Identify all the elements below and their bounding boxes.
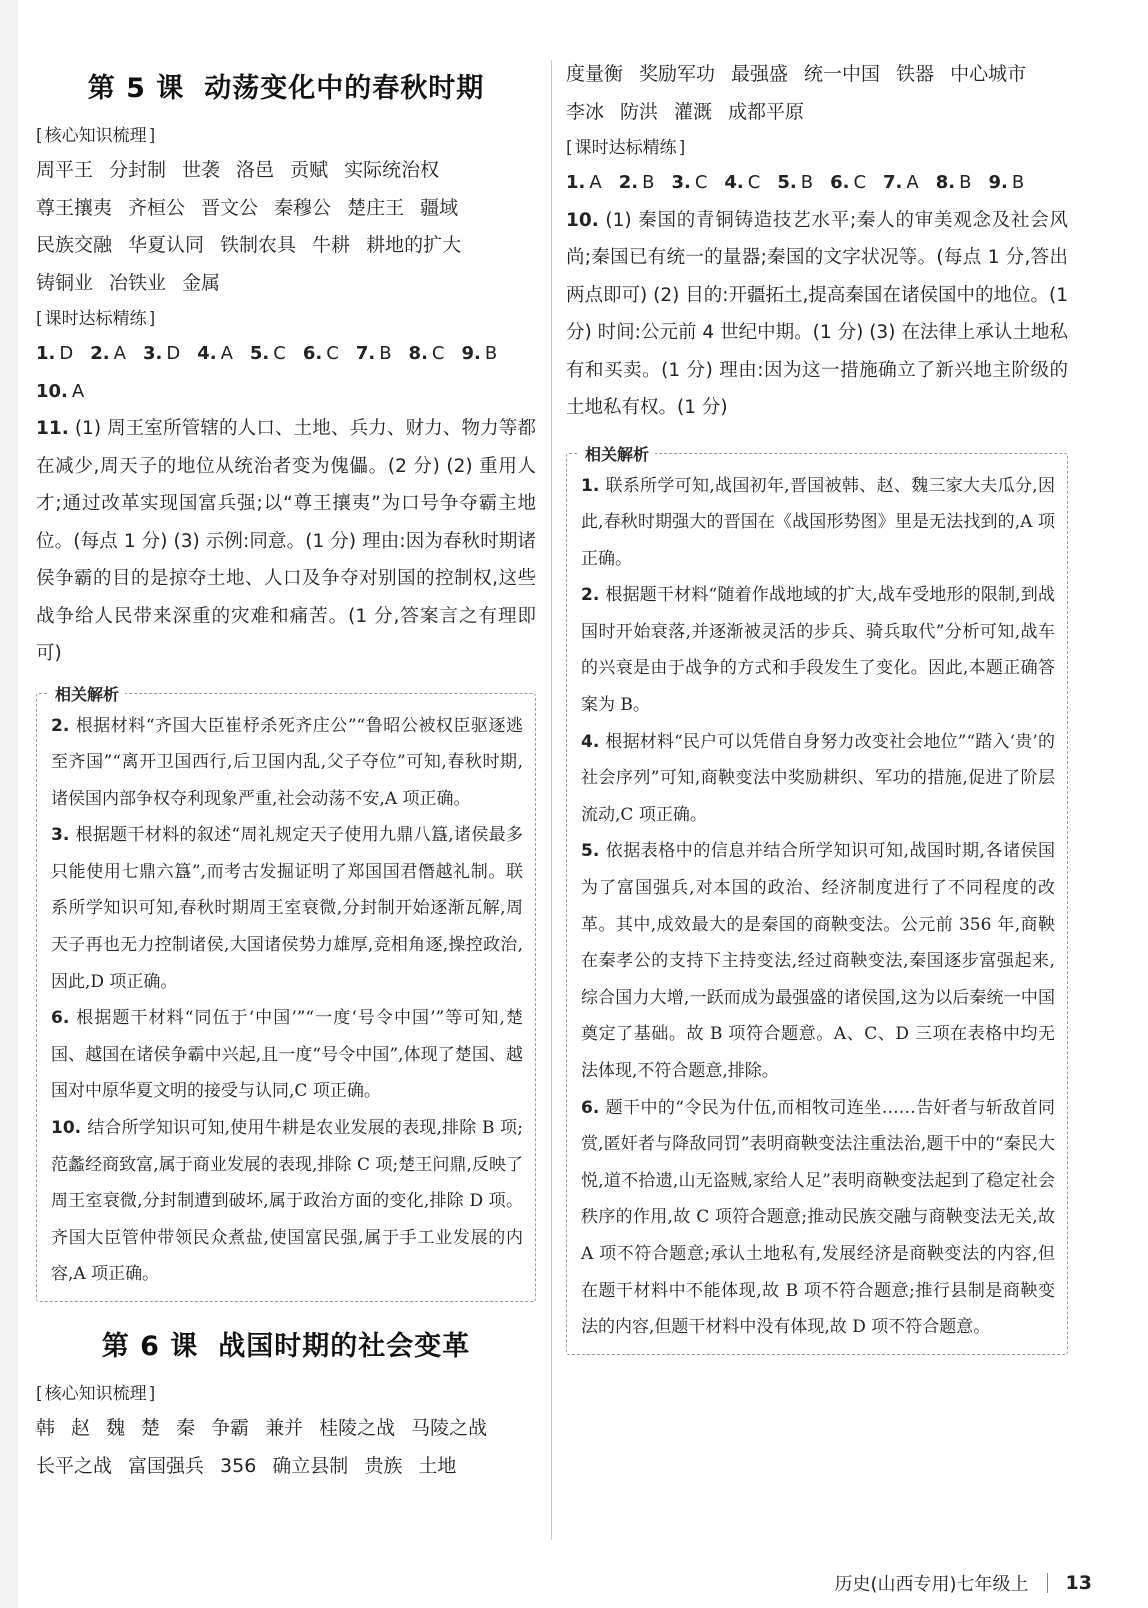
analysis-item [581,724,1055,834]
answer-choice: B [484,343,498,364]
binding-margin [0,0,18,1608]
lesson5-practice-label: [ 课时达标精练 ] [36,304,155,329]
answer-item [988,164,1024,202]
keyword: 356 [220,1454,257,1477]
keyword: 灌溉 [674,100,713,123]
answer-item [671,164,707,202]
answer-item [36,373,84,411]
keyword: 民族交融 [36,234,113,256]
keyword: 李冰 [566,100,605,123]
analysis-item [51,1110,523,1293]
analysis-item [51,1000,523,1110]
keyword: 实际统治权 [344,159,440,181]
keyword: 魏 [106,1417,126,1439]
answer-number: 7. [883,172,903,193]
keyword: 最强盛 [731,63,789,85]
keyword: 统一中国 [804,63,881,85]
answer-number: 5. [249,343,270,364]
keyword: 疆域 [420,196,459,219]
answer-number: 9. [988,172,1008,193]
keyword: 成都平原 [728,100,805,123]
keyword: 世袭 [182,159,221,181]
keyword: 赵 [71,1417,91,1439]
lesson5-q11-text: (1) 周王室所管辖的人口、土地、兵力、财力、物力等都在减少,周天子的地位从统治者变为傀儡。(2 分) (2) 重用人才;通过改革实现国富兵强;以“尊王攘夷”为口号争夺霸主地位。(每点 1 分) (3) 示例:同意。(1 分) 理由:因为春秋时期诸侯争霸的目的是掠夺土地、人口及争夺对别国的控制权,这些战争给人民带来深重的灾难和痛苦。(1 分,答案言之有理即可) [36,418,536,664]
answer-item [356,335,392,373]
footer-grade: 七年级上 [956,1574,1029,1595]
answer-choice: B [379,343,392,364]
lesson5-title [36,66,536,105]
keyword: 楚庄王 [347,196,405,219]
answer-item [409,335,445,373]
lesson5-knowledge-label: [ 核心知识梳理 ] [36,121,155,146]
answer-item [566,164,602,202]
answer-item [250,335,286,373]
answer-choice: C [273,343,286,364]
keyword: 周平王 [36,159,94,181]
keyword: 贵族 [364,1454,403,1477]
analysis-text: 根据材料“齐国大臣崔杼杀死齐庄公”“鲁昭公被权臣驱逐逃至齐国”“离开卫国西行,后卫国内乱,父子夺位”可知,春秋时期,诸侯国内部争权夺利现象严重,社会动荡不安,A 项正确。 [51,715,523,809]
answer-item [936,164,972,202]
keyword: 马陵之战 [411,1417,488,1439]
keyword: 铁器 [896,63,935,85]
answer-number: 3. [671,172,691,193]
left-column [36,56,536,1485]
keyword: 洛邑 [236,159,275,181]
answer-choice: A [113,343,126,364]
analysis-number: 2. [581,585,606,606]
answer-item [883,164,919,202]
keyword: 桂陵之战 [319,1417,396,1439]
analysis-item [51,708,523,818]
lesson5-keywords [36,152,536,302]
analysis-item [581,833,1055,1089]
lesson6-q10-text: (1) 秦国的青铜铸造技艺水平;秦人的审美观念及社会风尚;秦国已有统一的量器;秦国的文字状况等。(每点 1 分,答出两点即可) (2) 目的:开疆拓土,提高秦国在诸侯国中的地位。(1 分) 时间:公元前 4 世纪中期。(1 分) (3) 在法律上承认土地私有和买卖。(1 分) 理由:因为这一措施确立了新兴地主阶级的土地私有权。(1 分) [566,209,1068,418]
analysis-text: 题干中的“令民为什伍,而相牧司连坐……告奸者与斩敌首同赏,匿奸者与降敌同罚”表明商鞅变法注重法治,题干中的“秦民大悦,道不拾遗,山无盗贼,家给人足”表明商鞅变法起到了稳定社会秩序的作用,故 C 项符合题意;推动民族交融与商鞅变法无关,故 A 项不符合题意;承认土地私有,发展经济是商鞅变法的内容,但在题干材料中不能体现,故 B 项不符合题意;推行县制是商鞅变法的内容,但题干材料中没有体现,故 D 项不符合题意。 [581,1097,1055,1338]
lesson6-practice-label: [ 课时达标精练 ] [566,133,685,158]
answer-choice: A [906,172,919,193]
answer-item [197,335,233,373]
answer-number: 1. [566,172,586,193]
answer-item [36,335,73,373]
answer-number: 2. [90,343,110,364]
keyword: 中心城市 [950,63,1027,85]
answer-choice: C [694,172,708,193]
answer-number: 3. [142,343,163,364]
answer-choice: B [800,172,814,193]
analysis-item [581,468,1055,578]
keyword: 土地 [418,1454,457,1477]
page-footer [835,1570,1093,1596]
keyword: 分封制 [109,159,167,181]
answer-choice: C [326,343,339,364]
keyword: 韩 [36,1417,56,1439]
lesson6-keywords-right [566,56,1068,131]
answer-choice: A [220,343,233,364]
lesson6-answers [566,164,1068,202]
keyword: 争霸 [211,1417,250,1439]
answer-item [724,164,760,202]
lesson6-keywords-left [36,1410,536,1485]
keyword: 晋文公 [201,196,259,219]
analysis-item [51,817,523,1000]
answer-number: 7. [355,343,376,364]
answer-item [777,164,813,202]
footer-subject: 历史 [834,1574,871,1595]
page-number: 13 [1065,1572,1092,1594]
analysis-text: 结合所学知识可知,使用牛耕是农业发展的表现,排除 B 项;范蠡经商致富,属于商业发展的表现,排除 C 项;楚王问鼎,反映了周王室衰微,分封制遭到破坏,属于政治方面的变化,排除 D 项。齐国大臣管仲带领民众煮盐,使国富民强,属于手工业发展的内容,A 项正确。 [51,1118,523,1285]
answer-choice: C [747,172,761,193]
lesson5-answers [36,335,536,410]
keyword: 秦 [176,1417,196,1439]
keyword: 贡赋 [290,159,329,181]
lesson6-title-text: 战国时期的社会变革 [218,1331,471,1362]
answer-number: 8. [408,343,428,364]
right-column [566,56,1068,1355]
analysis-number: 3. [51,825,76,846]
answer-choice: A [71,380,85,402]
analysis-text: 联系所学可知,战国初年,晋国被韩、赵、魏三家大夫瓜分,因此,春秋时期强大的晋国在《战国形势图》里是无法找到的,A 项正确。 [581,475,1055,569]
answer-choice: D [166,343,181,364]
answer-item [462,335,498,373]
keyword: 铁制农具 [220,234,297,256]
answer-number: 2. [618,172,639,193]
keyword: 富国强兵 [128,1454,205,1477]
lesson6-analysis-title: 相关解析 [579,442,655,465]
analysis-number: 2. [51,715,76,736]
analysis-number: 5. [581,841,606,862]
keyword: 华夏认同 [128,234,205,256]
answer-number: 1. [36,343,56,364]
keyword: 秦穆公 [274,196,332,219]
keyword: 度量衡 [566,63,624,85]
lesson5-number: 第 5 课 [87,73,185,104]
keyword: 耕地的扩大 [366,234,462,256]
answer-number: 4. [724,172,744,193]
lesson6-q10 [566,202,1068,427]
answer-choice: D [59,343,74,364]
analysis-number: 6. [51,1008,77,1029]
lesson6-number: 第 6 课 [101,1331,199,1362]
answer-item [90,335,126,373]
analysis-text: 依据表格中的信息并结合所学知识可知,战国时期,各诸侯国为了富国强兵,对本国的政治、经济制度进行了不同程度的改革。其中,成效最大的是秦国的商鞅变法。公元前 356 年,商鞅在秦孝公的支持下主持变法,经过商鞅变法,秦国逐步富强起来,综合国力大增,一跃而成为最强盛的诸侯国,这为以后秦统一中国奠定了基础。故 B 项符合题意。A、C、D 三项在表格中均无法体现,不符合题意,排除。 [581,841,1055,1081]
answer-item [303,335,339,373]
answer-number: 9. [461,343,481,364]
footer-divider [1047,1573,1048,1593]
keyword: 牛耕 [312,234,351,256]
analysis-number: 1. [581,475,606,496]
analysis-number: 4. [581,731,606,752]
analysis-number: 10. [51,1118,88,1139]
answer-choice: A [589,172,602,193]
lesson5-q11-number: 11. [36,418,69,439]
keyword: 铸铜业 [36,271,94,294]
lesson6-analysis-box [566,444,1068,1355]
keyword: 尊王攘夷 [36,196,113,219]
answer-number: 8. [935,172,956,193]
answer-number: 6. [302,343,323,364]
lesson5-q11 [36,410,536,673]
answer-number: 5. [777,172,797,193]
answer-item [143,335,180,373]
analysis-text: 根据题干材料的叙述“周礼规定天子使用九鼎八簋,诸侯最多只能使用七鼎六簋”,而考古发掘证明了郑国国君僭越礼制。联系所学知识可知,春秋时期周王室衰微,分封制开始逐渐瓦解,周天子再也无力控制诸侯,大国诸侯势力雄厚,竞相角逐,操控政治,因此,D 项正确。 [51,825,523,992]
lesson6-q10-number: 10. [566,209,599,231]
answer-item [830,164,866,202]
lesson6-title [36,1324,536,1363]
lesson6-knowledge-label: [ 核心知识梳理 ] [36,1379,155,1404]
lesson5-title-text: 动荡变化中的春秋时期 [204,73,485,104]
keyword: 确立县制 [272,1454,349,1477]
keyword: 防洪 [620,100,659,123]
answer-choice: C [431,343,445,364]
analysis-text: 根据题干材料“随着作战地域的扩大,战车受地形的限制,到战国时开始衰落,并逐渐被灵活的步兵、骑兵取代”分析可知,战车的兴衰是由于战争的方式和手段发生了变化。因此,本题正确答案为 B。 [581,585,1055,716]
keyword: 楚 [141,1417,161,1439]
keyword: 兼并 [265,1417,304,1439]
keyword: 金属 [182,271,221,294]
analysis-text: 根据题干材料“同伍于‘中国’”“一度‘号令中国’”等可知,楚国、越国在诸侯争霸中兴起,且一度“号令中国”,体现了楚国、越国对中原华夏文明的接受与认同,C 项正确。 [51,1008,523,1102]
keyword: 奖励军功 [639,63,716,85]
analysis-item [581,577,1055,723]
answer-choice: B [642,172,655,193]
answer-choice: C [853,172,867,193]
keyword: 齐桓公 [128,196,186,219]
keyword: 冶铁业 [109,271,167,294]
answer-item [619,164,655,202]
analysis-text: 根据材料“民户可以凭借自身努力改变社会地位”“踏入‘贵’的社会序列”可知,商鞅变法中奖励耕织、军功的措施,促进了阶层流动,C 项正确。 [581,731,1055,825]
lesson5-analysis-title: 相关解析 [49,682,125,705]
answer-number: 10. [36,380,68,402]
lesson5-analysis-items [51,708,523,1294]
footer-edition: (山西专用) [870,1574,957,1595]
column-divider [551,60,552,1540]
answer-choice: B [959,172,972,193]
analysis-number: 6. [581,1097,606,1118]
lesson5-analysis-box [36,684,536,1303]
answer-number: 6. [830,172,850,193]
answer-number: 4. [197,343,217,364]
analysis-item [581,1090,1055,1346]
keyword: 长平之战 [36,1454,113,1477]
answer-choice: B [1011,172,1025,193]
lesson6-analysis-items [581,468,1055,1346]
